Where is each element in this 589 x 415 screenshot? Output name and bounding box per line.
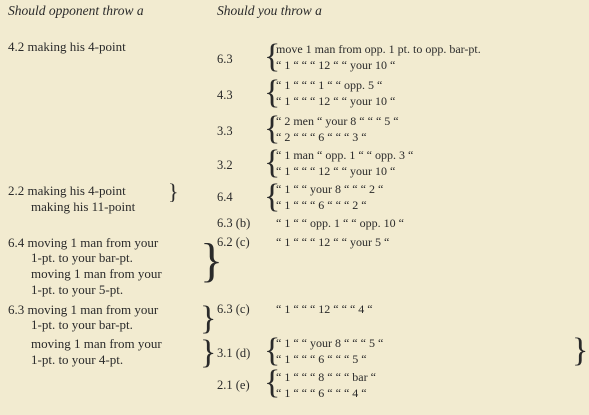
code-2-1-e: 2.1 (e) [217,378,250,392]
opponent-throw-2-2-line1: 2.2 making his 4-point [8,183,126,198]
brace-moves-3-2: { [264,144,281,181]
brace-moves-6-3: { [264,38,281,75]
move-row-17: “ 1 “ “ “ 6 “ “ “ 4 “ [276,386,367,400]
move-row-5: “ 2 men “ your 8 “ “ “ 5 “ [276,114,399,128]
opponent-throw-2-2-line2: making his 11-point [31,199,136,214]
brace-moves-2-1: { [264,364,281,401]
code-3-1-d: 3.1 (d) [217,346,251,360]
opponent-throw-6-3-line2: 1-pt. to your bar-pt. [31,317,133,332]
opponent-throw-6-3-line1: 6.3 moving 1 man from your [8,302,159,317]
opponent-throw-4-2: 4.2 making his 4-point [8,39,126,54]
move-row-6: “ 2 “ “ “ 6 “ “ “ 3 “ [276,130,367,144]
move-row-3: “ 1 “ “ “ 1 “ “ opp. 5 “ [276,78,383,92]
code-6-3-c: 6.3 (c) [217,302,250,316]
code-6-3-b: 6.3 (b) [217,216,251,230]
brace-2-2: } [168,179,179,204]
move-row-4: “ 1 “ “ “ 12 “ “ your 10 “ [276,94,396,108]
move-row-1: move 1 man from opp. 1 pt. to opp. bar-pt. [276,42,481,56]
code-6-4: 6.4 [217,190,233,204]
opponent-throw-6-3-line3: moving 1 man from your [31,336,162,351]
move-row-11: “ 1 “ “ opp. 1 “ “ opp. 10 “ [276,216,404,230]
opponent-throw-6-3-line4: 1-pt. to your 4-pt. [31,352,124,367]
move-row-8: “ 1 “ “ “ 12 “ “ your 10 “ [276,164,396,178]
move-row-14: “ 1 “ “ your 8 “ “ “ 5 “ [276,336,384,350]
brace-6-3-first: } [200,300,217,337]
move-row-9: “ 1 “ “ your 8 “ “ “ 2 “ [276,182,384,196]
brace-moves-4-3: { [264,74,281,111]
move-row-16: “ 1 “ “ “ 8 “ “ “ bar “ [276,370,376,384]
opponent-throw-6-4-line1: 6.4 moving 1 man from your [8,235,159,250]
brace-6-3-second: } [200,334,217,371]
opponent-throw-6-4-line4: 1-pt. to your 5-pt. [31,282,124,297]
code-4-3: 4.3 [217,88,233,102]
brace-moves-3-1-right: } [572,332,589,369]
code-3-3: 3.3 [217,124,233,138]
brace-moves-3-3: { [264,110,281,147]
code-6-3: 6.3 [217,52,233,66]
header-you: Should you throw a [217,3,322,18]
move-row-15: “ 1 “ “ “ 6 “ “ “ 5 “ [276,352,367,366]
brace-moves-3-1: { [264,332,281,369]
move-row-10: “ 1 “ “ “ 6 “ “ “ 2 “ [276,198,367,212]
opponent-throw-6-4-line2: 1-pt. to your bar-pt. [31,250,133,265]
move-row-13: “ 1 “ “ “ 12 “ “ “ 4 “ [276,302,373,316]
brace-6-4: } [200,234,224,287]
brace-moves-6-4: { [264,178,281,215]
code-6-2-c: 6.2 (c) [217,235,250,249]
move-row-7: “ 1 man “ opp. 1 “ “ opp. 3 “ [276,148,414,162]
move-row-12: “ 1 “ “ “ 12 “ “ your 5 “ [276,235,390,249]
opponent-throw-6-4-line3: moving 1 man from your [31,266,162,281]
move-row-2: “ 1 “ “ “ 12 “ “ your 10 “ [276,58,396,72]
header-opponent: Should opponent throw a [8,3,144,18]
code-3-2: 3.2 [217,158,233,172]
